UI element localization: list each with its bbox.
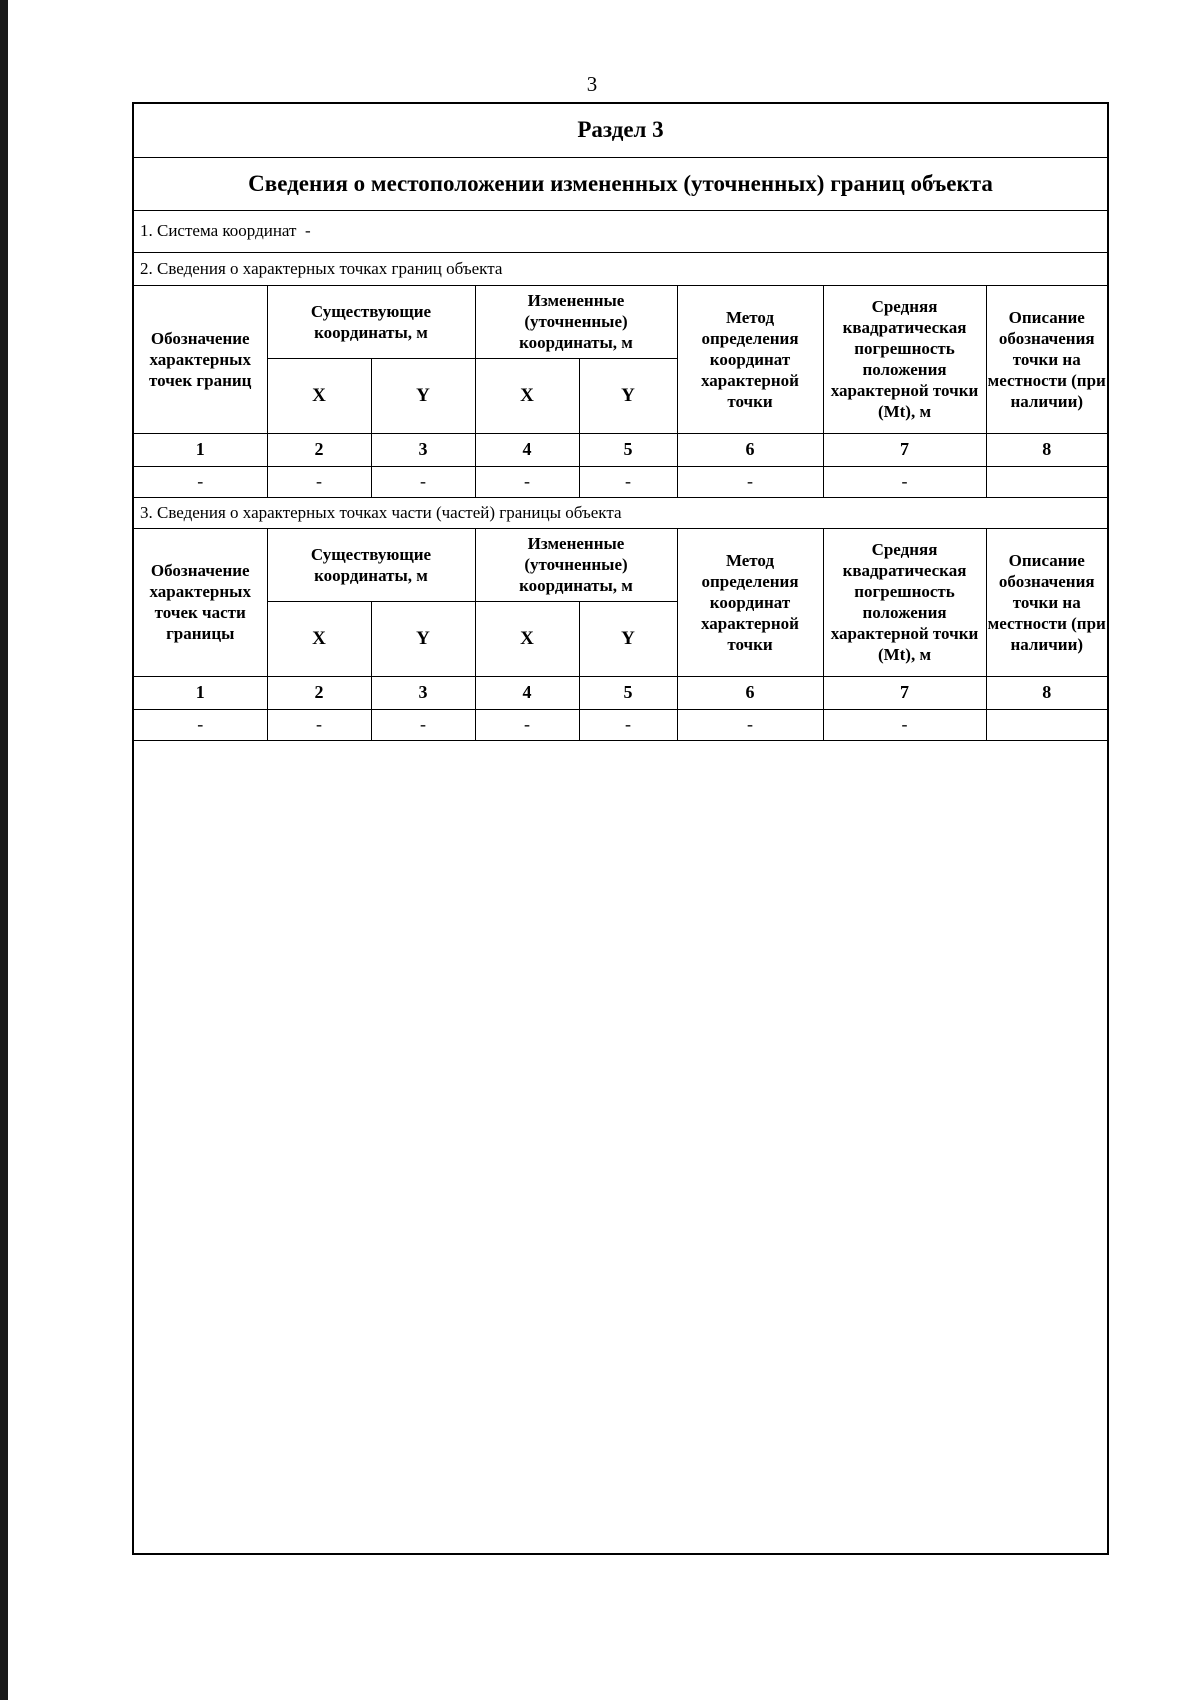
table2-col-description: Описание обозначения точки на местности (при наличии) bbox=[986, 528, 1107, 676]
table1-col-description: Описание обозначения точки на местности (при наличии) bbox=[986, 285, 1107, 433]
table1-num: 5 bbox=[579, 433, 677, 466]
table2-data-row bbox=[134, 709, 1107, 740]
table2-changed-y: Y bbox=[579, 601, 677, 676]
table1-col-method: Метод определения координат характерной точки bbox=[677, 285, 823, 433]
table1-cell: - bbox=[475, 466, 579, 497]
table1-cell: - bbox=[823, 466, 986, 497]
table1-heading: 2. Сведения о характерных точках границ объекта bbox=[134, 252, 1107, 285]
table2-existing-x: X bbox=[267, 601, 371, 676]
table2-num: 8 bbox=[986, 676, 1107, 709]
table1-col-existing: Существующие координаты, м bbox=[267, 285, 475, 358]
table2-num: 3 bbox=[371, 676, 475, 709]
table1-data-row bbox=[134, 466, 1107, 497]
table2-cell: - bbox=[134, 709, 267, 740]
table2-num: 5 bbox=[579, 676, 677, 709]
page-number: 3 bbox=[586, 72, 598, 96]
table2-col-changed: Измененные (уточненные) координаты, м bbox=[475, 528, 677, 601]
table2-existing-y: Y bbox=[371, 601, 475, 676]
coord-system-row bbox=[134, 210, 1107, 252]
table1-changed-y: Y bbox=[579, 358, 677, 433]
table2-cell: - bbox=[823, 709, 986, 740]
table1-cell: - bbox=[677, 466, 823, 497]
table1-num: 7 bbox=[823, 433, 986, 466]
table2-cell: - bbox=[475, 709, 579, 740]
table2-num: 2 bbox=[267, 676, 371, 709]
table1-changed-x: X bbox=[475, 358, 579, 433]
table2-cell: - bbox=[371, 709, 475, 740]
table2-col-designation: Обозначение характерных точек части границы bbox=[134, 528, 267, 676]
table1-col-designation: Обозначение характерных точек границ bbox=[134, 285, 267, 433]
table1-cell: - bbox=[267, 466, 371, 497]
table2-cell: - bbox=[267, 709, 371, 740]
coord-system-value: - bbox=[304, 221, 311, 240]
table2-num: 1 bbox=[134, 676, 267, 709]
table1-num: 6 bbox=[677, 433, 823, 466]
table2-col-existing: Существующие координаты, м bbox=[267, 528, 475, 601]
table2-col-error: Средняя квадратическая погрешность положения характерной точки (Mt), м bbox=[823, 528, 986, 676]
table2-cell: - bbox=[677, 709, 823, 740]
coord-system-label: 1. Система координат bbox=[140, 221, 297, 240]
table1-col-error: Средняя квадратическая погрешность положения характерной точки (Mt), м bbox=[823, 285, 986, 433]
table1-col-changed: Измененные (уточненные) координаты, м bbox=[475, 285, 677, 358]
table1-numbering-row bbox=[134, 433, 1107, 466]
table2-col-method: Метод определения координат характерной точки bbox=[677, 528, 823, 676]
document-frame bbox=[132, 102, 1109, 1555]
table2-heading: 3. Сведения о характерных точках части (частей) границы объекта bbox=[134, 497, 1107, 528]
table1-existing-x: X bbox=[267, 358, 371, 433]
table1-num: 3 bbox=[371, 433, 475, 466]
table1-cell bbox=[986, 466, 1107, 497]
table2-num: 6 bbox=[677, 676, 823, 709]
table2-cell: - bbox=[579, 709, 677, 740]
table2-changed-x: X bbox=[475, 601, 579, 676]
table2-cell bbox=[986, 709, 1107, 740]
table2-num: 7 bbox=[823, 676, 986, 709]
table2-numbering-row bbox=[134, 676, 1107, 709]
table1-existing-y: Y bbox=[371, 358, 475, 433]
section-title: Раздел 3 bbox=[134, 104, 1107, 157]
table1-num: 4 bbox=[475, 433, 579, 466]
table1-num: 2 bbox=[267, 433, 371, 466]
table1-cell: - bbox=[134, 466, 267, 497]
table2-num: 4 bbox=[475, 676, 579, 709]
table1-cell: - bbox=[371, 466, 475, 497]
table1-cell: - bbox=[579, 466, 677, 497]
scan-edge bbox=[0, 0, 8, 1700]
table1-num: 8 bbox=[986, 433, 1107, 466]
table1-num: 1 bbox=[134, 433, 267, 466]
section-table bbox=[134, 104, 1107, 741]
section-subtitle: Сведения о местоположении измененных (уточненных) границ объекта bbox=[134, 157, 1107, 210]
